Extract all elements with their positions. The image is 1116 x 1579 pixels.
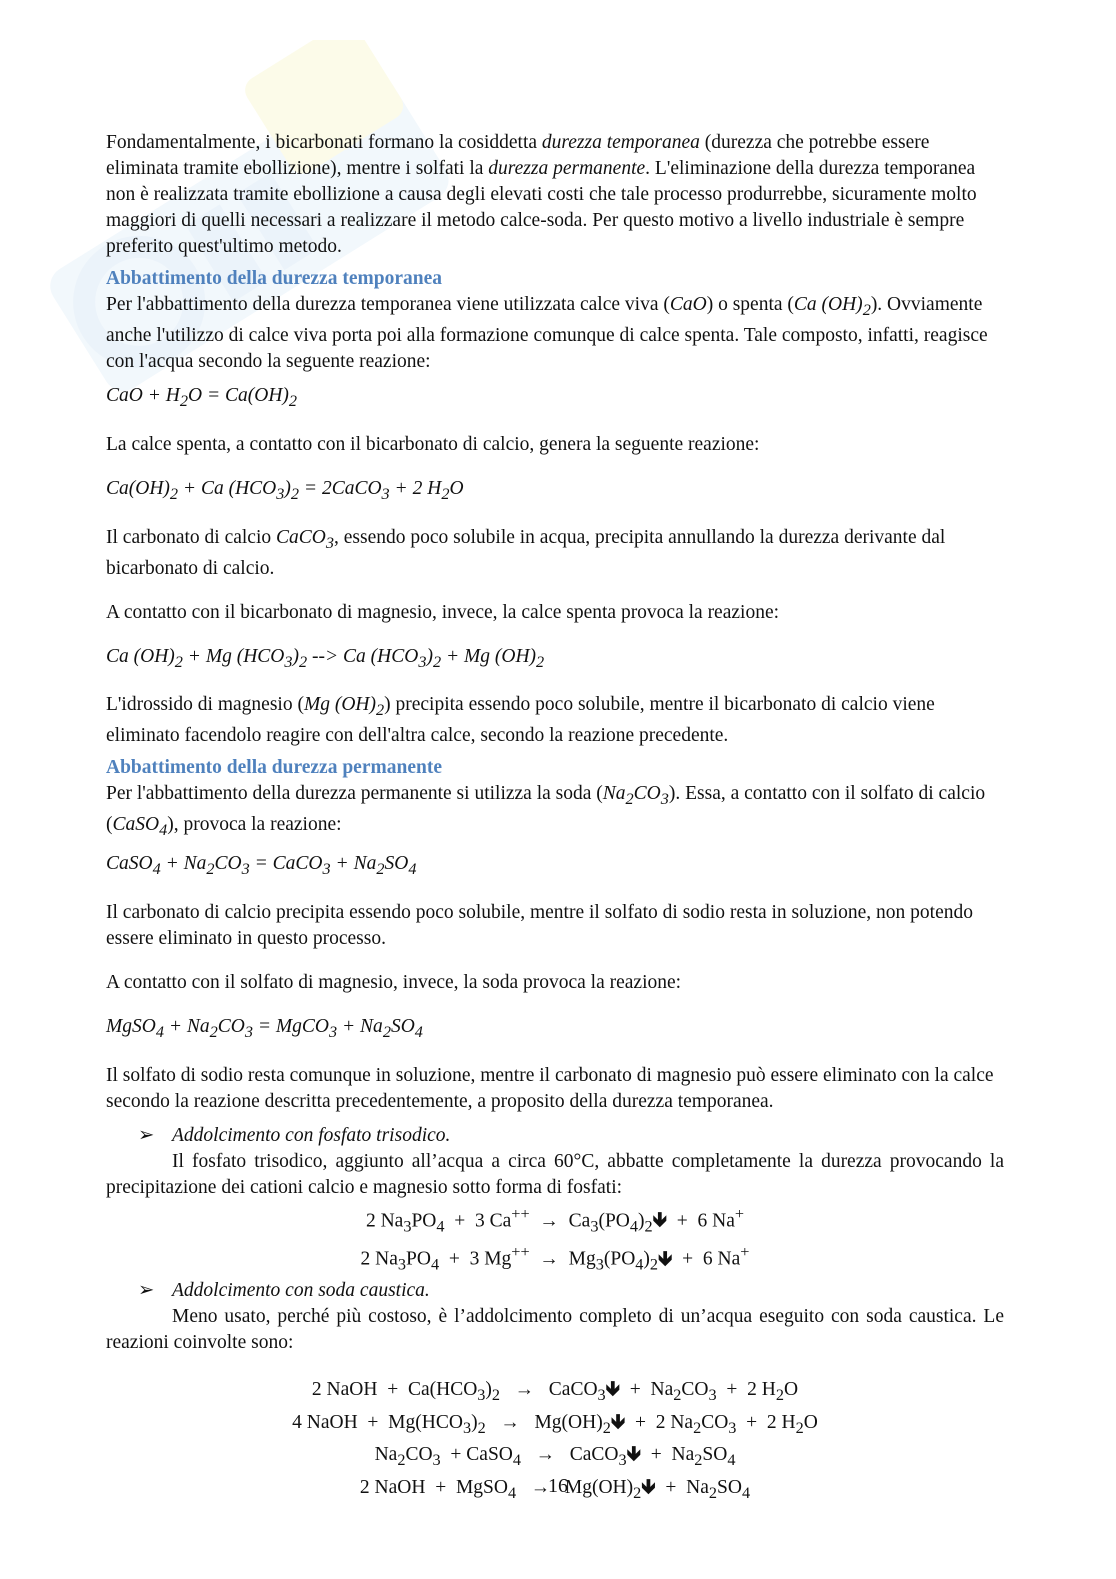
reaction-fosfato-magnesio: 2 $Na_3PO_4 + 3$ $Mg^{++} \to Mg_3(PO_4)_2🡻 + 6$ Na+ <box>360 1243 750 1274</box>
paragraph-bicarbonato-magnesio: A contatto con il bicarbonato di magnesio, invece, la calce spenta provoca la reazione: <box>106 601 780 623</box>
precipitate-arrow-icon: 🡻 <box>626 1443 641 1466</box>
page-number: 16 <box>548 1475 568 1497</box>
paragraph-precipitazione: Il carbonato di calcio precipita essendo poco solubile, mentre il solfato di sodio resta in soluzione, non potendo essere eliminato in questo processo. <box>106 902 973 950</box>
precipitate-arrow-icon: 🡻 <box>610 1410 626 1433</box>
paragraph-temporanea: Per l'abbattimento della durezza temporanea viene utilizzata calce viva (CaO) o spenta (Ca $(OH)_2$). Ovviamente anche l'utilizzo di calce viva porta poi alla formazione comunque di calce spenta. Tale composto, infatti, reagisce con l'acqua secondo la seguente reazione: <box>106 294 988 372</box>
reaction-naoh-bicarbonato-magnesio: 4 NaOH + $Mg(HCO_3)_2$ → $Mg(OH)_2🡻 + 2$ $Na_2CO_3 + 2$ $H_2O$ <box>292 1410 818 1437</box>
precipitate-arrow-icon: 🡻 <box>658 1247 673 1270</box>
bullet-fosfato-trisodico: ➢ Addolcimento con fosfato trisodico. <box>106 1123 1004 1149</box>
arrow-bullet-icon: ➢ <box>138 1279 155 1301</box>
reaction-fosfato-calcio: 2 $Na_3PO_4 + 3$ $Ca^{++} \to Ca_3(PO_4)_2🡻 + 6$ Na+ <box>365 1204 745 1236</box>
equation-calce-magnesio: Ca $(OH)_2 + Mg$ $(HCO_3)_2$ --> Ca $(HCO_3)_2 + Mg$ $(OH)_2$ <box>106 645 545 671</box>
reaction-carbonato-solfato-calcio: $Na_2CO_3$ + CaSO$_4$ → CaCO$_3$🡻 + $Na_2SO_4$ <box>374 1443 736 1470</box>
paragraph-permanente: Per l'abbattimento della durezza permanente si utilizza la soda $(Na_2CO_3)$. Essa, a contatto con il solfato di calcio (CaSO$_4$), provoca la reazione: <box>106 783 986 840</box>
paragraph-solfato-magnesio: A contatto con il solfato di magnesio, invece, la soda provoca la reazione: <box>106 972 682 994</box>
precipitate-arrow-icon: 🡻 <box>652 1209 667 1232</box>
reactions-fosfato <box>106 1201 1004 1278</box>
precipitate-arrow-icon: 🡻 <box>605 1377 621 1400</box>
reaction-naoh-bicarbonato-calcio: 2 NaOH + $Ca(HCO_3)_2$ → CaCO$_3$🡻 + $Na_2CO_3 + 2$ $H_2O$ <box>311 1377 799 1404</box>
equation-calce-bicarbonato: $Ca(OH)_2 + Ca$ $(HCO_3)_2$ = 2CaCO$_3$ + 2 $H_2O$ <box>106 477 464 503</box>
reaction-naoh-solfato-magnesio: 2 NaOH + MgSO$_4$ → $Mg(OH)_2🡻 + Na_2SO_4$ <box>359 1476 751 1503</box>
arrow-bullet-icon: ➢ <box>138 1124 155 1146</box>
paragraph-soda-caustica: Meno usato, perché più costoso, è l’addolcimento completo di un’acqua eseguito con soda caustica. Le reazioni coinvolte sono: <box>106 1305 1004 1353</box>
precipitate-arrow-icon: 🡻 <box>641 1476 656 1499</box>
equation-cao-water: CaO + $H_2O = Ca(OH)_2$ <box>106 384 298 410</box>
paragraph-intro: Fondamentalmente, i bicarbonati formano la cosiddetta durezza temporanea (durezza che potrebbe essere eliminata tramite ebollizione), mentre i solfati la durezza permanente. L'eliminazione della durezza temporanea non è realizzata tramite ebollizione a causa degli elevati costi che tale processo produrrebbe, sicuramente molto maggiori di quelli necessari a realizzare il metodo calce-soda. Per questo motivo a livello industriale è sempre preferito quest'ultimo metodo. <box>106 132 977 257</box>
paragraph-fosfato-trisodico: Il fosfato trisodico, aggiunto all’acqua a circa 60°C, abbatte completamente la durezza provocando la precipitazione dei cationi calcio e magnesio sotto forma di fosfati: <box>106 1150 1004 1198</box>
bullet-soda-caustica: ➢ Addolcimento con soda caustica. <box>106 1278 1004 1304</box>
heading-durezza-permanente: Abbattimento della durezza permanente <box>106 757 442 779</box>
page-content <box>106 130 1004 1507</box>
paragraph-solfato-sodio: Il solfato di sodio resta comunque in soluzione, mentre il carbonato di magnesio può essere eliminato con la calce secondo la reazione descritta precedentemente, a proposito della durezza temporanea. <box>106 1064 994 1112</box>
equation-soda-solfato-calcio: CaSO$_4$ + $Na_2CO_3$ = CaCO$_3$ + $Na_2SO_4$ <box>106 853 417 879</box>
equation-soda-solfato-magnesio: MgSO$_4$ + $Na_2CO_3$ = MgCO$_3$ + $Na_2SO_4$ <box>106 1016 423 1041</box>
paragraph-carbonato-calcio: Il carbonato di calcio CaCO$_3$, essendo poco solubile in acqua, precipita annullando la durezza derivante dal bicarbonato di calcio. <box>106 526 946 579</box>
paragraph-idrossido-magnesio: L'idrossido di magnesio (Mg $(OH)_2$) precipita essendo poco solubile, mentre il bicarbonato di calcio viene eliminato facendolo reagire con dell'altra calce, secondo la reazione precedente. <box>106 694 935 747</box>
heading-durezza-temporanea: Abbattimento della durezza temporanea <box>106 268 442 289</box>
paragraph-calce-spenta: La calce spenta, a contatto con il bicarbonato di calcio, genera la seguente reazione: <box>106 433 760 455</box>
